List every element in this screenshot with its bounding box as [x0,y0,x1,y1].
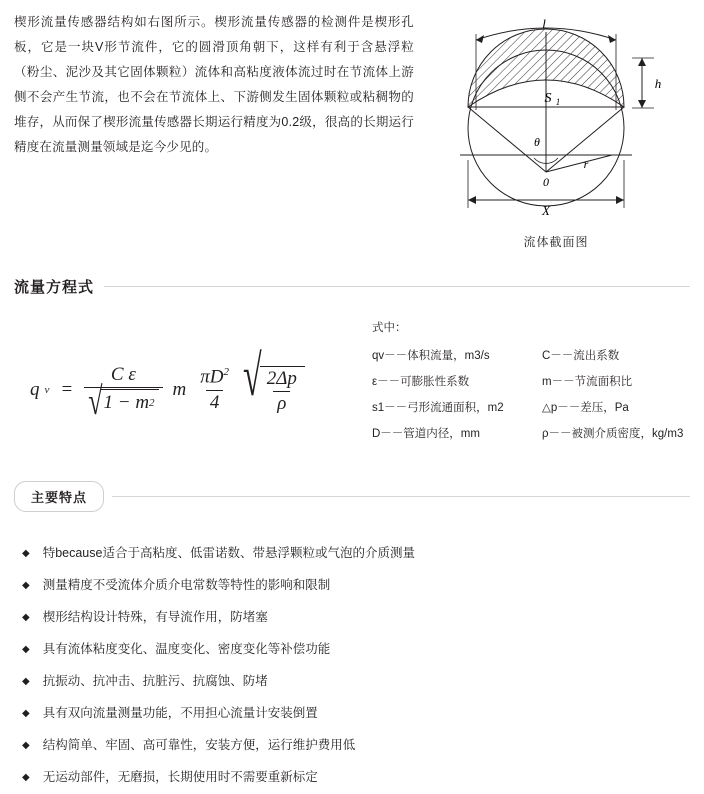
diamond-bullet-icon: ◆ [22,772,30,783]
legend-cell: ρ－－被测介质密度，kg/m3 [542,428,684,440]
legend-cell: m－－节流面积比 [542,376,633,388]
formula-lhs: q [30,379,40,400]
intro-figure-row [0,0,704,250]
list-item [22,538,690,570]
formula-frac1-sqrt [88,379,158,423]
flow-equation [14,315,364,447]
diamond-bullet-icon: ◆ [22,644,30,655]
formula-sqrt2-radicand [260,366,305,415]
svg-text:θ: θ [534,135,540,149]
equation-section-header [14,276,690,297]
radical-icon: √ [88,379,103,423]
list-item [22,634,690,666]
svg-text:X: X [542,203,550,218]
diamond-bullet-icon: ◆ [22,676,30,687]
list-item [22,730,690,762]
legend-cell: qv－－体积流量，m3/s [372,350,490,362]
legend-where-label: 式中： [372,322,407,334]
diamond-bullet-icon: ◆ [22,708,30,719]
formula-fraction-2 [196,366,233,413]
list-item [22,666,690,698]
svg-text:l: l [542,16,546,31]
legend-cell: s1－－弓形流通面积，m2 [372,402,504,414]
list-item [22,698,690,730]
svg-text:S: S [544,91,552,106]
equation-legend [364,315,690,447]
svg-text:1: 1 [555,97,561,107]
diamond-bullet-icon: ◆ [22,580,30,591]
svg-text:0: 0 [543,175,549,189]
formula-frac3-numerator: 2Δp [266,367,297,389]
formula-fraction-3 [263,368,301,415]
list-item-label: 具有双向流量测量功能，不用担心流量计安装倒置 [42,706,318,720]
diamond-bullet-icon: ◆ [22,548,30,559]
svg-text:h: h [654,76,662,91]
formula-frac1-radicand-text: 1 − m [103,392,150,414]
formula-frac3-denominator: ρ [273,391,290,415]
formula-frac1-radicand-exp: 2 [149,396,155,409]
fluid-cross-section-diagram [436,10,676,225]
list-item-label: 楔形结构设计特殊，有导流作用，防堵塞 [42,610,268,624]
legend-cell: △p－－差压，Pa [542,402,629,414]
header-rule [104,286,690,287]
list-item-label: 特because适合于高粘度、低雷诺数、带悬浮颗粒或气泡的介质测量 [42,546,415,560]
figure-caption: 流体截面图 [523,235,589,249]
formula-frac2-numerator [196,366,233,389]
features-section-header [14,481,690,512]
list-item-label: 无运动部件，无磨损，长期使用时不需要重新标定 [42,770,318,784]
features-list [0,538,704,794]
formula-frac1-denominator [84,379,162,423]
figure-block [414,10,690,250]
legend-cell: ε－－可膨胀性系数 [372,376,470,388]
legend-cell: D－－管道内径，mm [372,428,480,440]
formula-frac1-numerator: C ε [110,364,136,386]
formula-sqrt-2 [243,345,305,415]
diamond-bullet-icon: ◆ [22,612,30,623]
formula-frac1-radicand [101,389,159,415]
formula-fraction-1 [84,364,162,423]
formula-frac2-denominator: 4 [206,390,224,414]
legend-cell: C－－流出系数 [542,350,620,362]
legend-grid [372,343,690,447]
formula-m: m [172,379,187,400]
list-item [22,570,690,602]
list-item-label: 结构简单、牢固、高可靠性，安装方便，运行维护费用低 [42,738,356,752]
formula-row [0,315,704,447]
list-item-label: 具有流体粘度变化、温度变化、密度变化等补偿功能 [42,642,331,656]
formula-frac2-num-text: πD [200,366,224,388]
list-item-label: 抗振动、抗冲击、抗脏污、抗腐蚀、防堵 [42,674,268,688]
formula-equals: = [60,379,74,400]
list-item-label: 测量精度不受流体介质介电常数等特性的影响和限制 [42,578,331,592]
features-section-title: 主要特点 [14,481,104,512]
header-rule [112,496,690,497]
list-item [22,602,690,634]
equation-section-title: 流量方程式 [14,279,95,296]
radical-icon-2: √ [243,345,262,409]
svg-text:r: r [583,157,589,171]
diamond-bullet-icon: ◆ [22,740,30,751]
formula-frac2-num-exp: 2 [223,366,230,379]
formula-lhs-sub: v [44,384,50,396]
intro-paragraph: 楔形流量传感器结构如右图所示。楔形流量传感器的检测件是楔形孔板，它是一块V形节流件，它的圆滑顶角朝下，这样有利于含悬浮粒（粉尘、泥沙及其它固体颗粒）流体和高粘度液体流过时在节流体上游侧不会产生节流，也不会在节流体上、下游侧发生固体颗粒或粘稠物的堆存，从而保了楔形流量传感器长期运行精度为0.2级，很高的长期运行精度在流量测量领域是迄今少见的。 [14,15,414,154]
list-item [22,762,690,794]
